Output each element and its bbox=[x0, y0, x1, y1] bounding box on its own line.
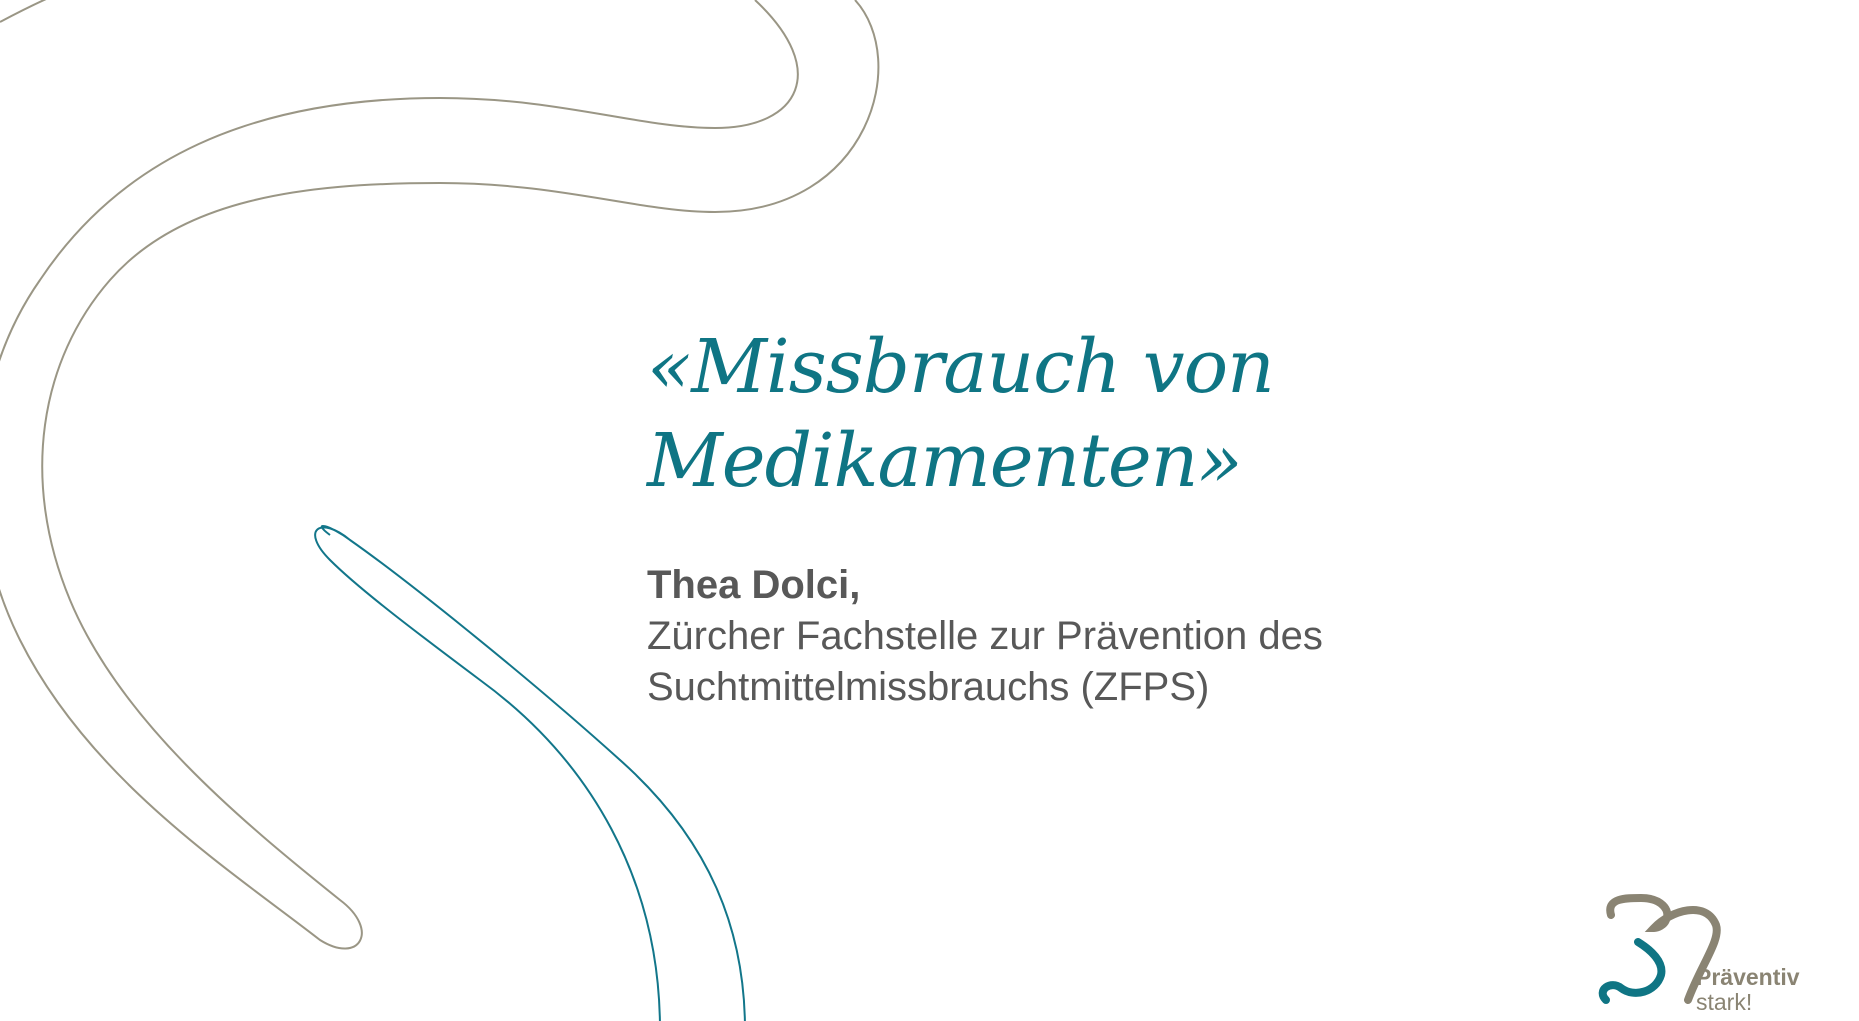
slide-title-line-2: Medikamenten» bbox=[647, 418, 1242, 504]
praeventiv-stark-logo bbox=[1586, 880, 1826, 1015]
logo-wordmark bbox=[1696, 965, 1800, 1015]
logo-word-stark: stark! bbox=[1696, 989, 1753, 1015]
author-affiliation-line-1: Zürcher Fachstelle zur Prävention des bbox=[647, 614, 1323, 658]
author-name: Thea Dolci, bbox=[647, 563, 861, 607]
author-affiliation-line-2: Suchtmittelmissbrauchs (ZFPS) bbox=[647, 665, 1210, 709]
logo-teal-stroke bbox=[1603, 942, 1662, 1000]
title-block bbox=[647, 320, 1547, 713]
logo-word-praeventiv: Präventiv bbox=[1696, 964, 1800, 990]
author-block bbox=[647, 560, 1547, 713]
slide-title-line-1: «Missbrauch von bbox=[647, 324, 1274, 410]
slide-title bbox=[647, 320, 1547, 508]
